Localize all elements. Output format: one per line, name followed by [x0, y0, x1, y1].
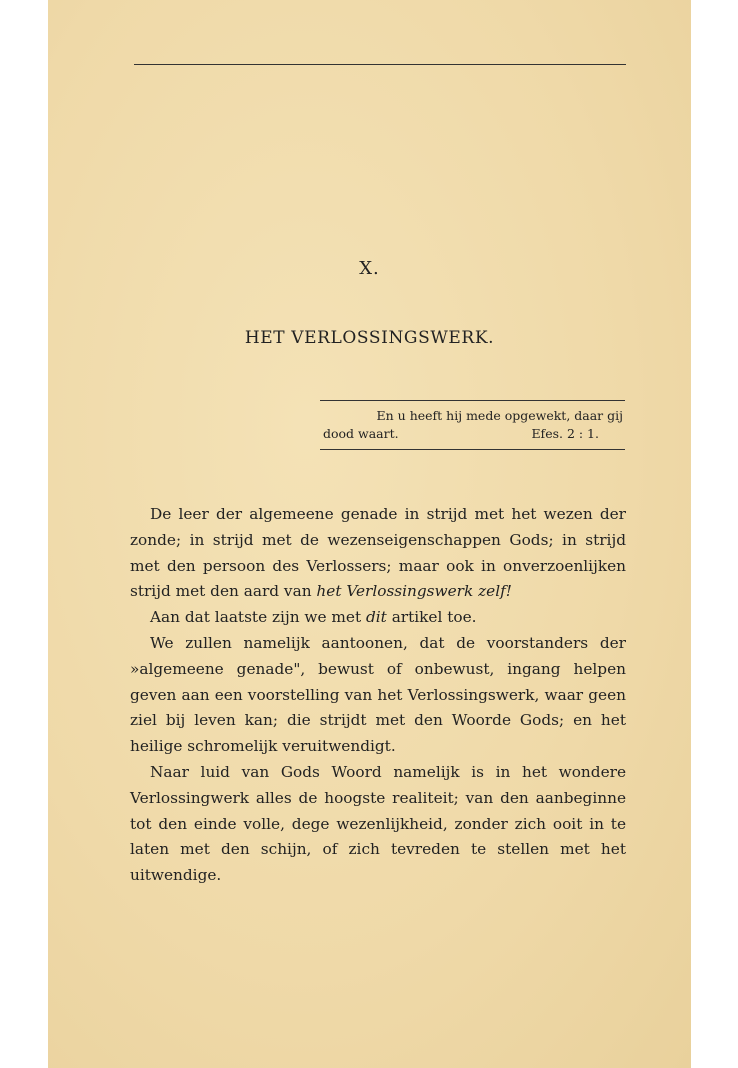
- epigraph-quote-line2: dood waart.: [323, 426, 399, 441]
- paragraph-1-italic: het Verlossingswerk zelf!: [316, 582, 512, 601]
- paragraph-2-italic: dit: [365, 608, 387, 627]
- chapter-title: HET VERLOSSINGSWERK.: [244, 328, 495, 348]
- paragraph-4: Naar luid van Gods Woord namelijk is in het wondere Verlossingwerk alles de hoogste realiteit; van den aanbeginne tot den einde volle, dege wezenlijkheid, zonder zich ooit in te laten met den schijn, of zich tevreden te stellen met het uitwendige.: [130, 762, 626, 885]
- paragraph-2-text-end: artikel toe.: [386, 608, 477, 627]
- chapter-number: X.: [359, 258, 380, 279]
- paragraph-2: [130, 605, 626, 631]
- paragraph-2-text: Aan dat laatste zijn we met: [150, 608, 366, 627]
- epigraph-reference: Efes. 2 : 1.: [531, 426, 599, 441]
- body-text: [130, 502, 626, 889]
- book-page: [48, 0, 691, 1068]
- epigraph-quote-line1: En u heeft hij mede opgewekt, daar gij: [376, 408, 623, 423]
- paragraph-1: [130, 502, 626, 605]
- header-rule: [134, 64, 626, 65]
- epigraph: [320, 400, 625, 450]
- epigraph-line2: [320, 425, 625, 443]
- paragraph-1-text: De leer der algemeene genade in strijd met het wezen der zonde; in strijd met de wezenseigenschappen Gods; in strijd met den persoon des Verlossers; maar ook in onverzoenlijken strijd met den aard van: [130, 505, 626, 601]
- paragraph-3: We zullen namelijk aantoonen, dat de voorstanders der »algemeene genade", bewust of onbewust, ingang helpen geven aan een voorstelling van het Verlossingswerk, waar geen ziel bij leven kan; die strijdt met den Woorde Gods; en het heilige schromelijk veruitwendigt.: [130, 633, 626, 756]
